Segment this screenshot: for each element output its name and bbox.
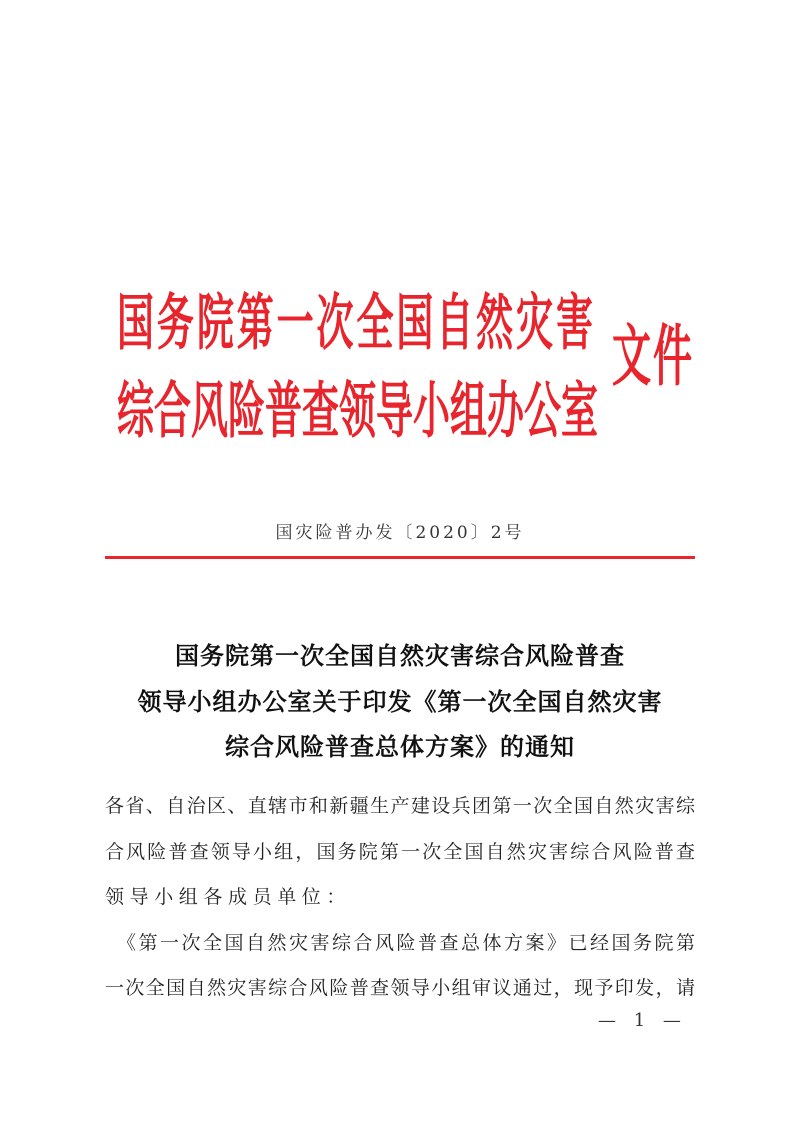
document-suffix [612, 317, 692, 397]
header-char: 公 [524, 373, 561, 447]
header-char: 组 [450, 373, 487, 447]
header-char: 院 [196, 285, 234, 359]
header-char: 自 [436, 285, 474, 359]
body-text-line: 一次全国自然灾害综合风险普查领导小组审议通过，现予印发，请 [105, 977, 695, 999]
header-char: 灾 [516, 285, 554, 359]
header-char: 领 [339, 373, 376, 447]
document-number: 国灾险普办发〔2020〕2号 [275, 523, 525, 543]
header-char: 合 [154, 373, 191, 447]
suffix-char: 文 [612, 317, 652, 397]
header-char: 办 [487, 373, 524, 447]
body-text-line: 各省、自治区、直辖市和新疆生产建设兵团第一次全国自然灾害综 [105, 795, 695, 817]
header-char: 害 [555, 285, 593, 359]
document-title-line: 国务院第一次全国自然灾害综合风险普查 [175, 641, 625, 670]
header-char: 风 [191, 373, 228, 447]
suffix-char: 件 [652, 317, 692, 397]
header-char: 导 [376, 373, 413, 447]
body-text-line: 合风险普查领导小组，国务院第一次全国自然灾害综合风险普查 [105, 841, 695, 863]
header-char: 国 [117, 285, 154, 359]
document-title-line: 综合风险普查总体方案》的通知 [225, 732, 575, 761]
issuer-header-line-1 [117, 285, 593, 359]
document-title-line: 领导小组办公室关于印发《第一次全国自然灾害 [137, 687, 663, 716]
page-number: — 1 — [598, 1010, 687, 1031]
header-char: 险 [228, 373, 265, 447]
header-char: 全 [356, 285, 394, 359]
header-char: 次 [316, 285, 354, 359]
header-char: 务 [156, 285, 194, 359]
body-text-line: 领导小组各成员单位： [105, 886, 352, 908]
body-text-line: 《第一次全国自然灾害综合风险普查总体方案》已经国务院第 [105, 932, 695, 954]
header-char: 第 [236, 285, 274, 359]
header-char: 小 [413, 373, 450, 447]
header-char: 普 [265, 373, 302, 447]
header-char: 室 [561, 373, 598, 447]
header-char: 国 [396, 285, 434, 359]
header-char: 然 [476, 285, 514, 359]
header-char: 查 [302, 373, 339, 447]
red-divider [105, 556, 695, 559]
header-char: 一 [276, 285, 314, 359]
issuer-header-line-2 [117, 373, 598, 447]
header-char: 综 [117, 373, 154, 447]
